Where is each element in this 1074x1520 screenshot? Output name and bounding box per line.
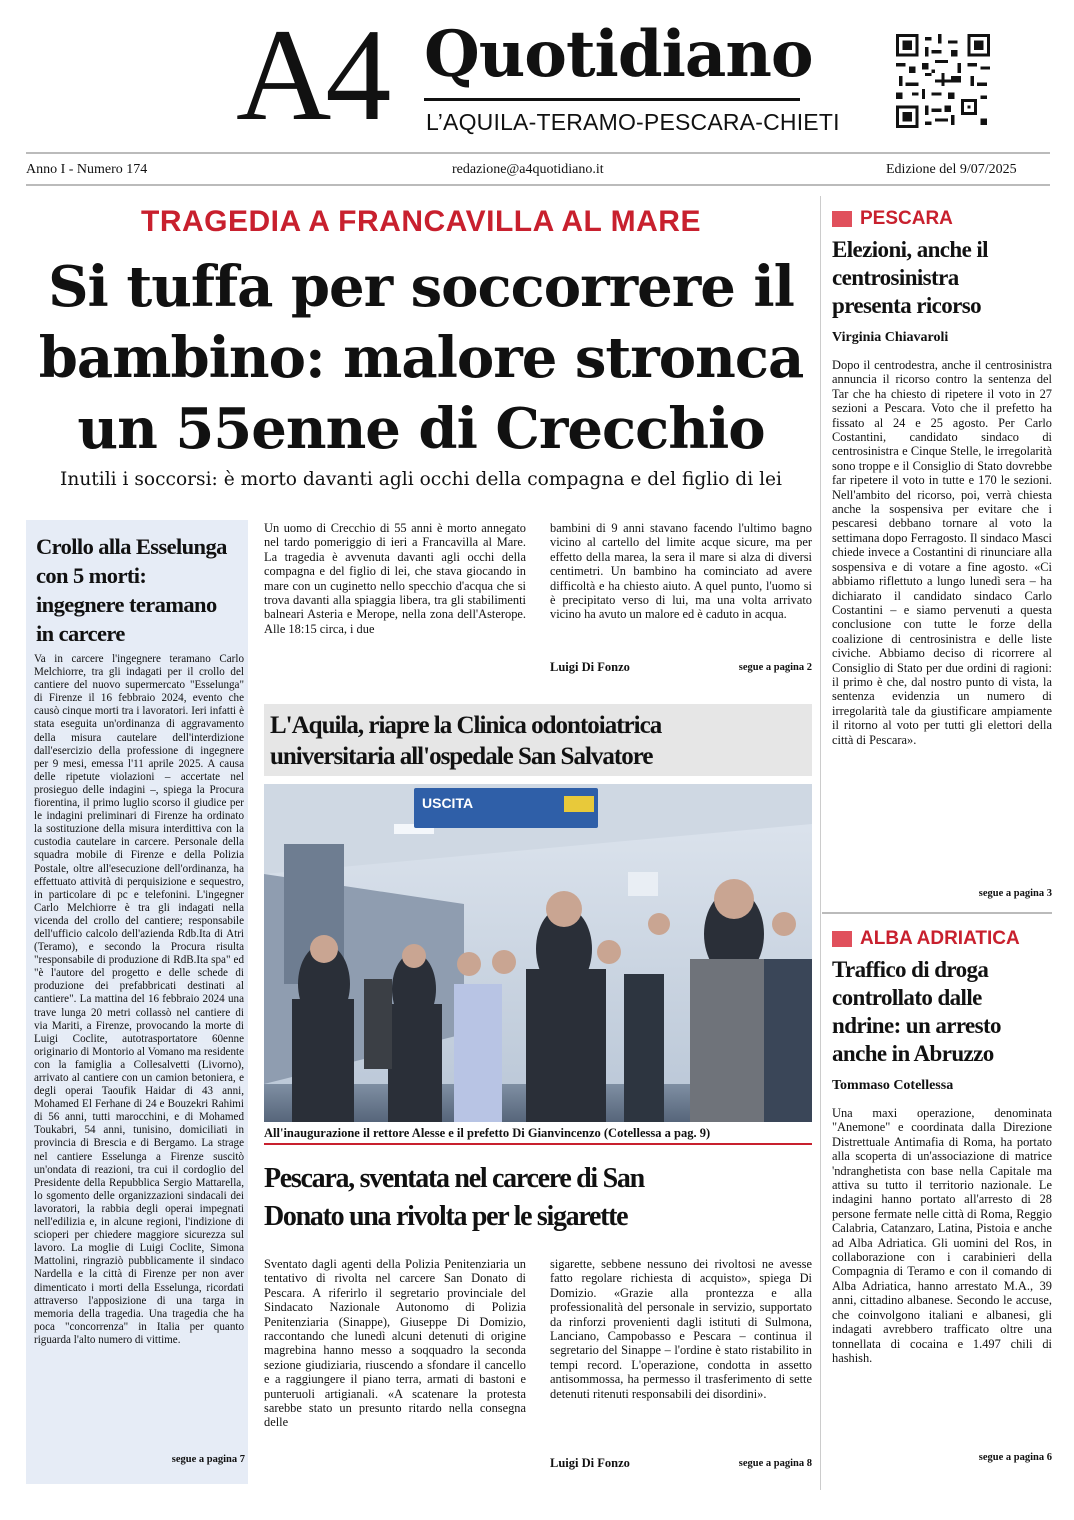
section-tag-label: PESCARA <box>860 208 953 229</box>
right-column-divider <box>822 912 1052 914</box>
pescara-continued-link[interactable]: segue a pagina 3 <box>978 888 1052 899</box>
lead-headline-line: bambino: malore stronca <box>38 325 804 391</box>
qr-code-icon[interactable] <box>896 34 990 128</box>
left-story-title[interactable] <box>36 532 248 648</box>
alba-title-line: anche in Abruzzo <box>832 1041 994 1066</box>
lead-subheadline: Inutili i soccorsi: è morto davanti agli occhi della compagna e del figlio di lei <box>60 469 782 490</box>
left-story-title-line: Crollo alla Esselunga <box>36 534 227 559</box>
edition-date: Edizione del 9/07/2025 <box>886 162 1017 177</box>
pescara-title-line: presenta ricorso <box>832 293 982 318</box>
pescara-body: Dopo il centrodestra, anche il centrosinistra annuncia il ricorso contro la sentenza del Tar che ha chiesto di ripetere il voto in 27 sezioni a Pescara. Voto che il prefetto ha fissato al 24 e 25 agosto. Per Carlo Costantini, candidato sindaco di centrosinistra e Cinque Stelle, le irregolarità sono troppe e il Consiglio di Stato dovrebbe far ripetere il voto in tutte e 170 le sezioni. Nell'ambito del ricorso, poi, verrà chiesta anche la sospensiva per evitare che i pescaresi debbano tornare al voto la settimana dopo Ferragosto. Il sindaco Masci chiede invece a Costantini di rinunciare alla sospensiva e di votare a fine agosto. «Ci abbiamo riflettuto a lungo lunedì sera – ha dichiarato il candidato sindaco Carlo Costantini – e siamo pervenuti a questa conclusione con tutte le forze della coalizione di centrosinistra e delle liste civiche. Abbiamo deciso di ricorrere al Consiglio di Stato per due ordini di ragioni: il primo è che, dal nostro punto di vista, la sentenza evidenzia un numero di irregolarità tale da giustificare ampiamente il ritorno al voto per tutti gli elettori della città di Pescara». <box>832 358 1052 747</box>
lead-byline: Luigi Di Fonzo <box>550 660 630 674</box>
left-story-continued-link[interactable]: segue a pagina 7 <box>171 1454 245 1465</box>
pescara-title-line: centrosinistra <box>832 265 959 290</box>
logo-rule <box>424 98 800 101</box>
lead-continued-link[interactable]: segue a pagina 2 <box>738 662 812 673</box>
lead-headline-line: un 55enne di Crecchio <box>77 396 765 462</box>
logo-a4: A4 <box>236 1 386 148</box>
prison-title-line: Pescara, sventata nel carcere di San <box>264 1163 644 1194</box>
lead-body-col1: Un uomo di Crecchio di 55 anni è morto annegato nel tardo pomeriggio di ieri a Francavilla al Mare. La tragedia è avvenuta davanti agli occhi della compagna e del figlio di lei, che stava giocando in mare con un cuginetto nello specchio d'acqua che si trova davanti alla spiaggia libera, tra gli stabilimenti balneari Asteria e Merope, nella zona dell'Asterope. Alle 18:15 circa, i due <box>264 521 526 636</box>
lead-headline[interactable] <box>26 252 816 465</box>
lead-kicker: TRAGEDIA A FRANCAVILLA AL MARE <box>141 205 701 238</box>
masthead-rule-bottom <box>26 184 1050 186</box>
clinic-title[interactable] <box>270 710 810 772</box>
section-tag-label: ALBA ADRIATICA <box>860 928 1020 949</box>
alba-title[interactable] <box>832 956 1052 1068</box>
photo-caption: All'inaugurazione il rettore Alesse e il prefetto Di Gianvincenzo (Cotellessa a pag. 9) <box>264 1126 711 1140</box>
lead-body-col2: bambini di 9 anni stavano facendo l'ultimo bagno vicino al cartello del limite acque sicure, ma per effetto della marea, la sera il mare si alza di diversi centimetri. Un bambino ha cominciato ad avere difficoltà e ha chiesto aiuto. A quel punto, l'uomo si è precipitato verso di lui, ma una volta arrivato vicino ha avuto un malore ed è caduto in acqua. <box>550 521 812 622</box>
contact-email[interactable]: redazione@a4quotidiano.it <box>452 162 604 177</box>
logo-name: Quotidiano <box>424 17 813 92</box>
right-column-rule <box>820 196 821 1490</box>
exit-sign-text: USCITA <box>422 795 474 811</box>
prison-body-col1: Sventato dagli agenti della Polizia Penitenziaria un tentativo di rivolta nel carcere San Donato di Pescara. A riferirlo il segretario provinciale del Sindacato Nazionale Autonomo di Polizia Penitenziaria (Sinappe), Giuseppe Di Domizio, raccontando che lunedì alcuni detenuti di origine magrebina hanno messo a soqquadro la seconda sezione giudiziaria, riuscendo a sfondare il cancello e a raggiungere il piano terra, armati di bastoni e punteruoli artigianali. «A scatenare la protesta sarebbe stato un presunto ritardo nella consegna delle <box>264 1257 526 1430</box>
alba-body: Una maxi operazione, denominata "Anemone" e coordinata dalla Direzione Distrettuale Antimafia di Roma, ha portato alla scoperta di un'associazione di matrice 'ndranghetista con base nella Capitale ma attiva su tutto il territorio nazionale. Le indagini hanno portato all'arresto di 28 persone fermate nelle città di Roma, Reggio Calabria, Catanzaro, Latina, Pistoia e anche ad Alba Adriatica. Gli uomini del Ros, in collaborazione con i carabinieri della Compagnia di Teramo e con il comando di Alba Adriatica, hanno arrestato M.A., 39 anni, cittadino albanese. Secondo le accuse, che coinvolgono italiani e albanesi, gli indagati avrebbero trafficato oltre una tonnellata di cocaina e 1.497 chili di hashish. <box>832 1106 1052 1365</box>
alba-title-line: Traffico di droga <box>832 957 989 982</box>
pescara-title[interactable] <box>832 236 1052 320</box>
pescara-title-line: Elezioni, anche il <box>832 237 988 262</box>
alba-title-line: controllato dalle <box>832 985 982 1010</box>
alba-continued-link[interactable]: segue a pagina 6 <box>978 1452 1052 1463</box>
pescara-byline: Virginia Chiavaroli <box>832 330 949 345</box>
prison-continued-link[interactable]: segue a pagina 8 <box>738 1458 812 1469</box>
left-story-title-line: in carcere <box>36 621 125 646</box>
masthead-rule-top <box>26 152 1050 154</box>
clinic-inauguration-photo <box>264 784 812 1122</box>
tag-square-icon <box>832 211 852 227</box>
prison-byline: Luigi Di Fonzo <box>550 1456 630 1470</box>
alba-title-line: ndrine: un arresto <box>832 1013 1001 1038</box>
left-story-body: Va in carcere l'ingegnere teramano Carlo Melchiorre, tra gli indagati per il crollo del cantiere del nuovo supermercato "Esselunga" di Firenze il 16 febbraio 2024, evento che causò cinque morti tra i lavoratori. Ieri infatti è stata eseguita un'ordinanza di aggravamento della misura cautelare dell'interdizione dall'esercizio della professione di ingegnere per 9 mesi, emessa l'11 aprile 2025. A causa delle ripetute violazioni – accertate nel prosieguo delle indagini –, spiega la Procura fiorentina, il primo luglio scorso il giudice per le indagini preliminari di Firenze ha ordinato la sostituzione della misura interdittiva con la custodia cautelare in carcere. Personale della squadra mobile di Firenze e della Polizia Postale, oltre all'esecuzione dell'ordinanza, ha effettuato attività di perquisizione e sequestro, in particolare di pc e telefonini. L'ingegner Carlo Melchiorre è tra gli indagati nella vicenda del crollo del cantiere; responsabile dell'ufficio calcolo dell'azienda Rdb.Ita di Atri (Teramo), e secondo la Procura risulta "responsabile di produzione di RdB.Ita spa" ed "è l'autore del progetto e delle schede di produzione dei prefabbricati destinati al cantiere". La mattina del 16 febbraio 2024 una trave lunga 20 metri collassò nel cantiere di via Mariti, a Firenze, provocando la morte di Luigi Coclite, autotrasportatore 60enne originario di Montorio al Vomano ma residente con la famiglia a Collesalvetti (Livorno), arrivato al cantiere con un camion betoniera, e degli operai Taoufik Haidar di 43 anni, Mohamed El Ferhane di 24 e Bouzekri Rahimi di 56 anni, tutti marocchini, e di Mohamed Toukabri, 54 anni, tunisino, domiciliati in provincia di Brescia e di Bergamo. La strage nel cantiere Esselunga a Firenze suscitò un'ondata di reazioni, tra cui il cordoglio del Presidente della Repubblica Sergio Mattarella, lo sgomento delle organizzazioni sindacali dei lavoratori, la rabbia degli operai impegnati nell'edilizia e, in alcune regioni, l'indizione di scioperi per chiedere maggiore sicurezza sul lavoro. La moglie di Luigi Coclite, Simona Mattolini, ringraziò pubblicamente il sindaco Nardella e la città di Firenze per non aver dimenticato i morti della Esselunga, ricordati attraverso l'apposizione di una targa in memoria della tragedia. Una tragedia che ha poca "concorrenza" in Italia per quanto riguarda l'alto numero di vittime. <box>34 653 244 1346</box>
clinic-title-line: L'Aquila, riapre la Clinica odontoiatrica <box>270 712 662 739</box>
tag-square-icon <box>832 931 852 947</box>
alba-byline: Tommaso Cotellessa <box>832 1078 954 1093</box>
section-tag-alba-adriatica[interactable] <box>832 928 1020 950</box>
caption-rule <box>264 1143 812 1145</box>
logo-cities: L’AQUILA-TERAMO-PESCARA-CHIETI <box>426 109 840 135</box>
prison-title[interactable] <box>264 1160 812 1236</box>
prison-body-col2: sigarette, sebbene nessuno dei rivoltosi ne avesse fatto regolare richiesta di acquisto», spiega Di Domizio. «Grazie alla prontezza e alla professionalità del personale in servizio, supportato da rinforzi provenienti dagli istituti di Sulmona, Lanciano, Campobasso e Pescara – continua il segretario del Sinappe – l'ordine è stato ristabilito in tempi record. L'operazione, condotta in assetto antisommossa, ha permesso il trasferimento di sette detenuti ritenuti responsabili dei disordini». <box>550 1257 812 1401</box>
left-story-title-line: ingegnere teramano <box>36 592 217 617</box>
lead-headline-line: Si tuffa per soccorrere il <box>48 254 794 320</box>
clinic-title-line: universitaria all'ospedale San Salvatore <box>270 743 653 770</box>
section-tag-pescara[interactable] <box>832 208 953 230</box>
left-story-title-line: con 5 morti: <box>36 563 147 588</box>
issue-number: Anno I - Numero 174 <box>26 162 148 177</box>
prison-title-line: Donato una rivolta per le sigarette <box>264 1201 628 1232</box>
